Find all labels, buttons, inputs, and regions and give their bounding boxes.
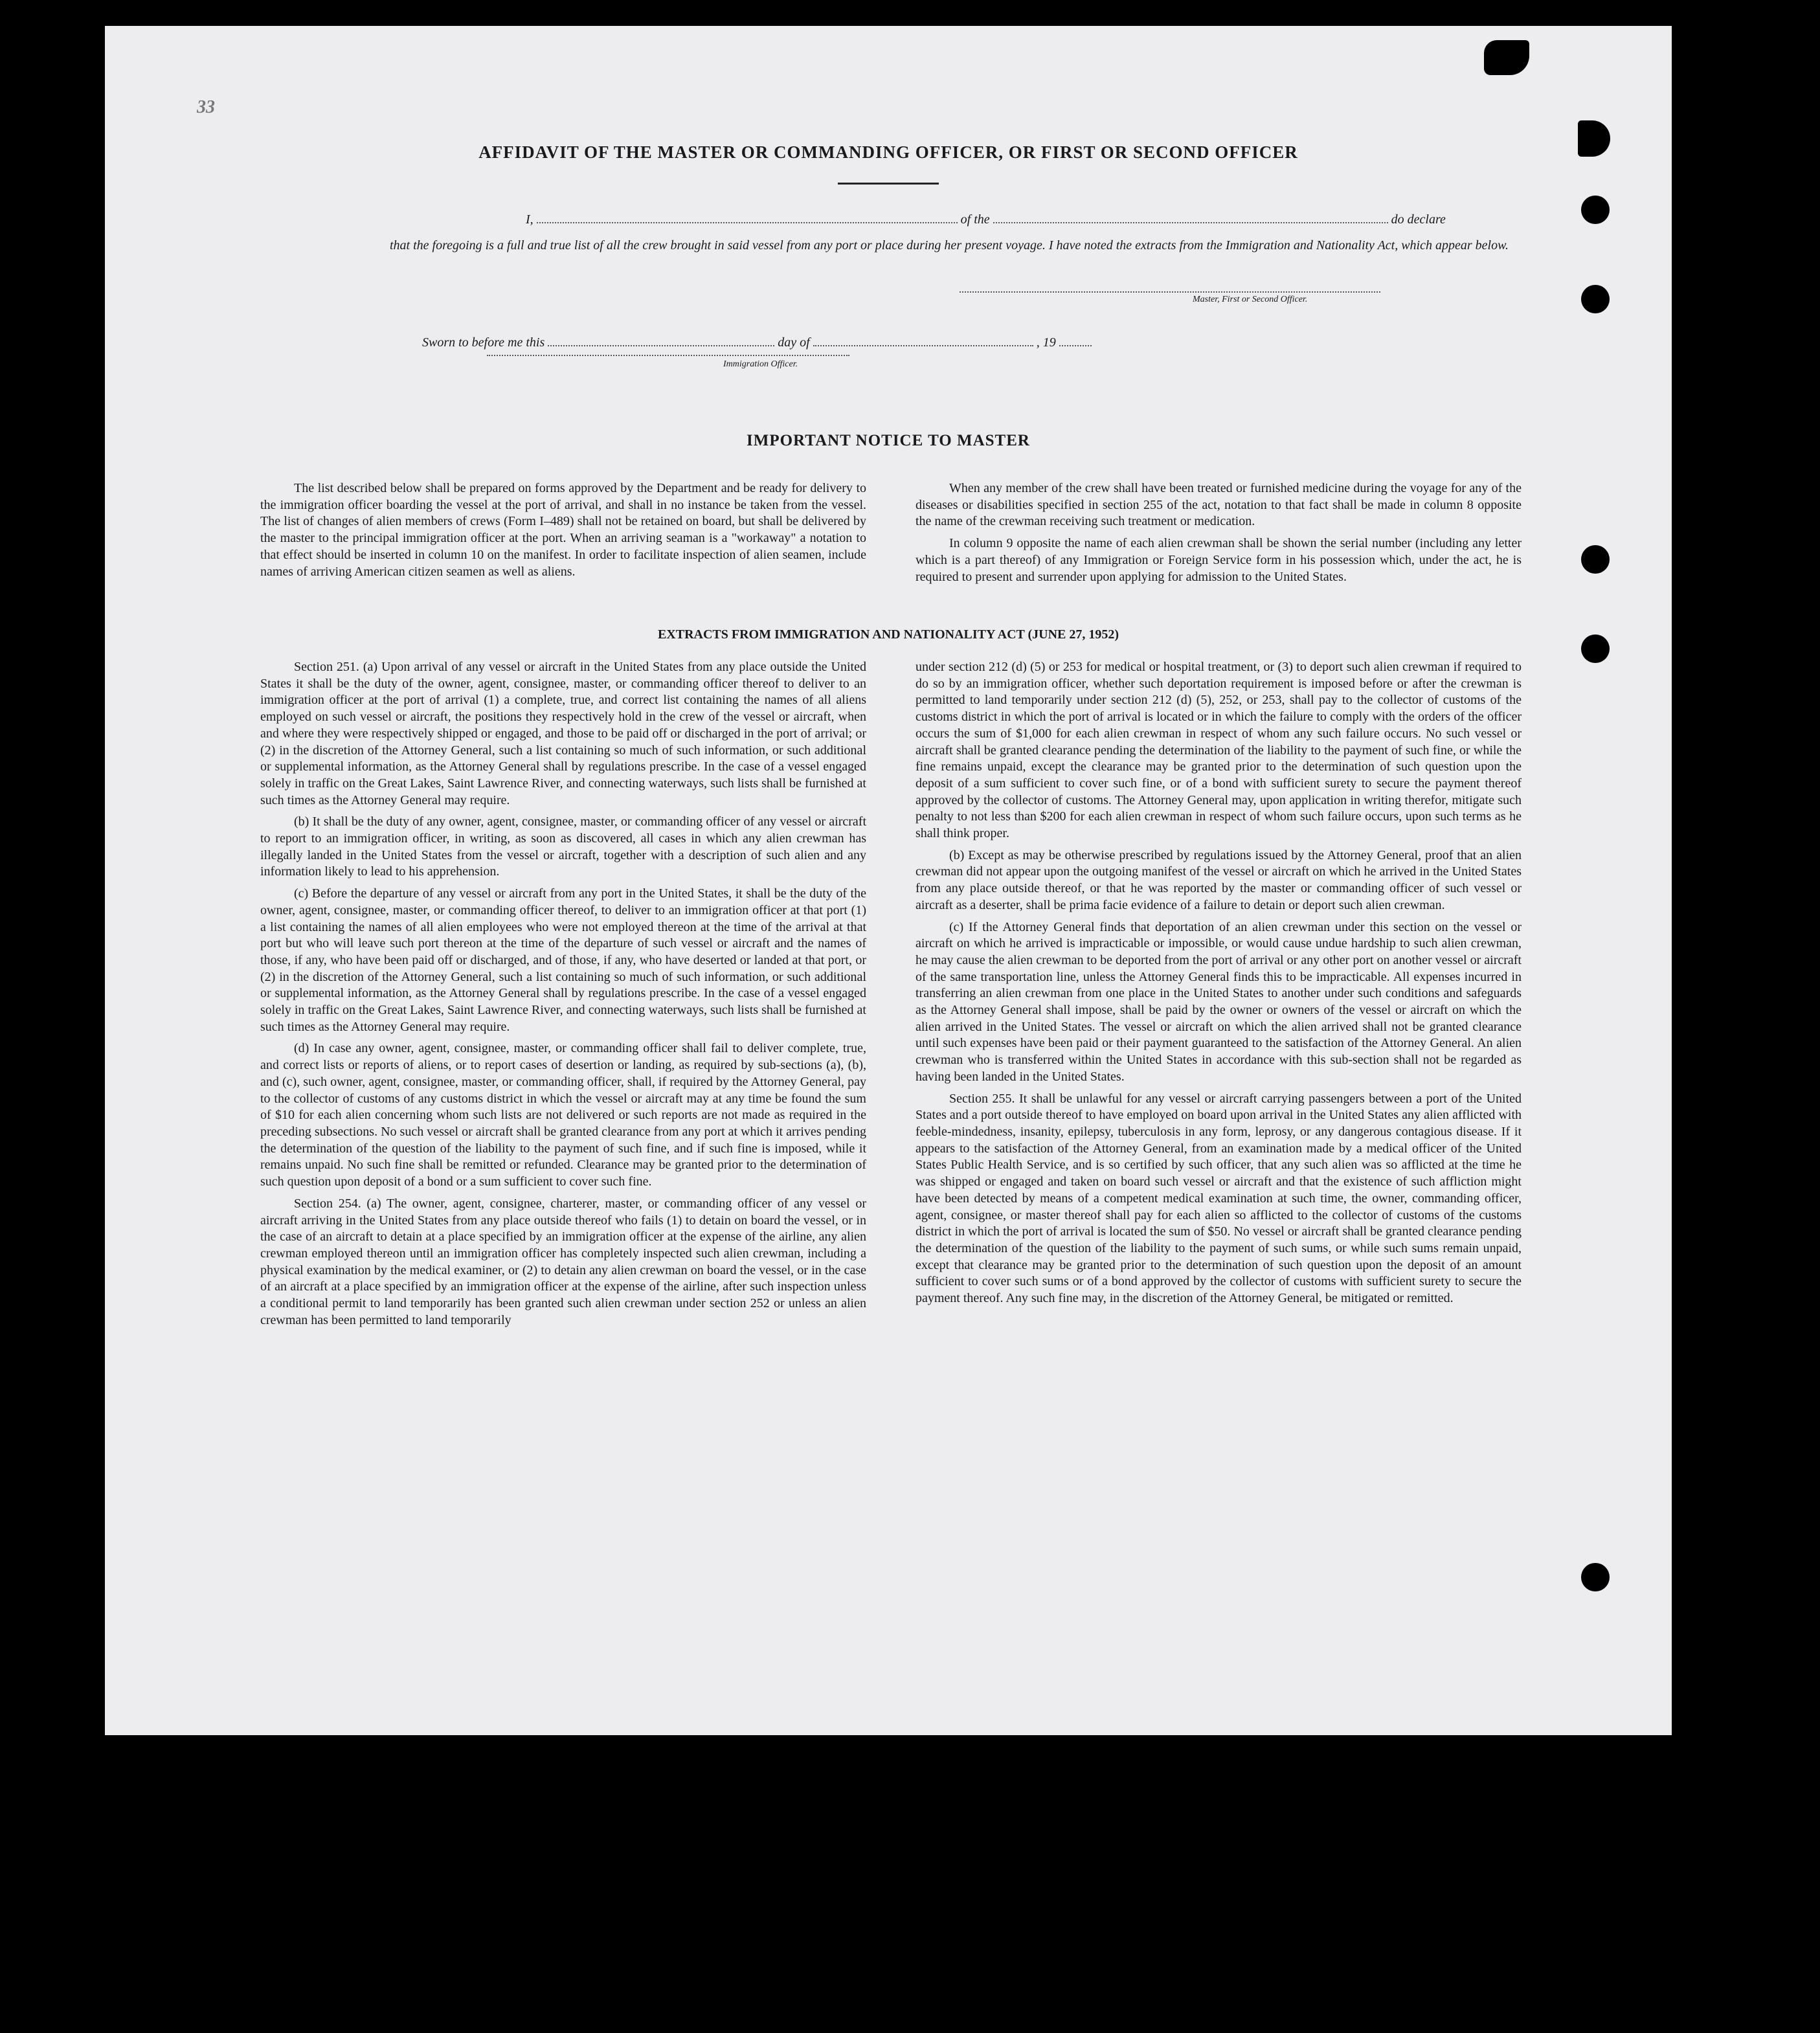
- section-254-a-continued: under section 212 (d) (5) or 253 for medical or hospital treatment, or (3) to deport such alien crewman if required to do so by an immigration officer, whether such deportation requirement is imposed before or after the crewman is permitted to land temporarily under section 212 (d) (5), 252, or 253, shall pay to the collector of customs of the customs district in which the port of arrival is located or in which the failure to comply with the orders of the officer occurs the sum of $1,000 for each alien crewman in respect of whom any such failure occurs. No such vessel or aircraft shall be granted clearance pending the determination of the liability to the payment of such fine, or while the fine remains unpaid, except the clearance may be granted prior to the determination of such question upon the deposit of a sum sufficient to cover such fine, or of a bond with sufficient surety to secure the payment thereof approved by the collector of customs. The Attorney General may, upon application in writing therefor, mitigate such penalty to not less than $200 for each alien crewman in respect of whom such failure occurs, upon such terms as he shall think proper.: [916, 660, 1522, 841]
- notice-heading: IMPORTANT NOTICE TO MASTER: [747, 432, 1030, 449]
- section-251-d: (d) In case any owner, agent, consignee, master, or commanding officer shall fail to deliver complete, true, and correct lists or reports of aliens, or to report cases of desertion or landing, as required by sub-sections (a), (b), and (c), such owner, agent, consignee, master, or commanding officer, shall, if required by the Attorney General, pay to the collector of customs of any customs district in which the vessel or aircraft may at any time be found the sum of $10 for each alien concerning whom such lists are not delivered or such reports are not made as required in the preceding subsections. No such vessel or aircraft shall be granted clearance from any port at which it arrives pending the determination of the question of the liability to the payment of such fine, and if such fine is imposed, while it remains unpaid. No such fine shall be remitted or refunded. Clearance may be granted prior to the determination of such question upon deposit of a bond or a sum sufficient to cover such fine.: [260, 1041, 866, 1189]
- master-signature-line: [960, 290, 1380, 293]
- master-signature-caption: Master, First or Second Officer.: [1193, 295, 1308, 304]
- section-251-c: (c) Before the departure of any vessel or aircraft from any port in the United States, it shall be the duty of the owner, agent, consignee, master, or commanding officer thereof, to deliver to an immigration officer at that port (1) a list containing the names of all alien employees who were not employed thereon at the time of the arrival at that port but who will leave such port thereon at the time of the departure of such vessel or aircraft and the names of those, if any, who have been paid off or discharged, and of those, if any, who have deserted or landed at that port, or (2) in the discretion of the Attorney General, such a list containing so much of such information, or such additional or supplemental information, as the Attorney General shall by regulations prescribe. In the case of a vessel engaged solely in traffic on the Great Lakes, Saint Lawrence River, and connecting waterways, such lists shall be furnished at such times as the Attorney General may require.: [260, 886, 866, 1034]
- name-blank: [537, 213, 958, 223]
- extracts-left-column: [260, 659, 866, 1334]
- section-251-b: (b) It shall be the duty of any owner, agent, consignee, master, or commanding officer of any vessel or aircraft to report to an immigration officer, in writing, as soon as discovered, all cases in which any alien crewman has illegally landed in the United States from the vessel or aircraft, together with a description of such alien and any information likely to lead to his apprehension.: [260, 814, 866, 879]
- notice-left-column: [260, 480, 866, 585]
- page-number: 33: [197, 97, 215, 117]
- notice-left-paragraph: The list described below shall be prepared on forms approved by the Department and be ready for delivery to the immigration officer boarding the vessel at the port of arrival, and shall in no instance be taken from the vessel. The list of changes of alien members of crews (Form I–489) shall not be retained on board, but shall be delivered by the master to the principal immigration officer at the port. When an arriving seaman is a "workaway" a notation to that effect should be inserted in column 10 on the manifest. In order to facilitate inspection of alien seamen, include names of arriving American citizen seamen as well as aliens.: [260, 481, 866, 579]
- torn-corner-mark: [1484, 40, 1529, 75]
- notice-right-column: [916, 480, 1522, 590]
- punch-hole: [1581, 196, 1610, 224]
- punch-hole: [1581, 1563, 1610, 1591]
- sworn-prefix: Sworn to before me this: [422, 335, 545, 350]
- affidavit-declaration: that the foregoing is a full and true list of all the crew brought in said vessel from any port or place during her present voyage. I have noted the extracts from the Immigration and Nationality Act, which appear below.: [390, 238, 1509, 253]
- line-i-label: I,: [526, 212, 534, 227]
- affidavit-title: AFFIDAVIT OF THE MASTER OR COMMANDING OFFICER, OR FIRST OR SECOND OFFICER: [478, 142, 1298, 162]
- sworn-line: [422, 335, 1092, 350]
- notice-right-paragraph-1: When any member of the crew shall have been treated or furnished medicine during the voyage for any of the diseases or disabilities specified in section 255 of the act, notation to that fact shall be made in column 8 opposite the name of the crewman receiving such treatment or medication.: [916, 481, 1522, 529]
- vessel-blank: [993, 213, 1388, 223]
- section-255: Section 255. It shall be unlawful for any vessel or aircraft carrying passengers between a port of the United States and a port outside thereof to have employed on board upon arrival in the United States any alien afflicted with feeble-mindedness, insanity, epilepsy, tuberculosis in any form, leprosy, or any dangerous contagious disease. If it appears to the satisfaction of the Attorney General, from an examination made by a medical officer of the United States Public Health Service, and is so certified by such officer, that any such alien was so afflicted at the time he was shipped or engaged and taken on board such vessel or aircraft and that the existence of such affliction might have been detected by means of a competent medical examination at such time, the owner, commanding officer, agent, consignee, or master thereof shall pay for each alien so afflicted to the collector of customs of the customs district in which the port of arrival is located the sum of $50. No vessel or aircraft shall be granted clearance pending the determination of the question of the liability to the payment of such sums, or while such sums remain unpaid, except that clearance may be granted prior to the determination of such question upon the deposit of an amount sufficient to cover such sums or of a bond approved by the collector of customs with sufficient surety to secure the payment thereof. Any such fine may, in the discretion of the Attorney General, be mitigated or remitted.: [916, 1091, 1522, 1306]
- notice-right-paragraph-2: In column 9 opposite the name of each alien crewman shall be shown the serial number (including any letter which is a part thereof) of any Immigration or Foreign Service form in his possession which, under the act, he is required to present and surrender upon applying for admission to the United States.: [916, 536, 1522, 584]
- of-the-label: of the: [960, 212, 990, 227]
- section-254-c: (c) If the Attorney General finds that deportation of an alien crewman under this section on the vessel or aircraft on which he arrived is impracticable or impossible, or would cause undue hardship to such alien crewman, he may cause the alien crewman to be deported from the port of arrival or any other port on another vessel or aircraft of the same transportation line, unless the Attorney General finds this to be impracticable. All expenses incurred in transferring an alien crewman from one place in the United States to another under such conditions and safeguards as the Attorney General shall impose, shall be paid by the owner or owners of the vessel or aircraft on which the alien arrived in the United States. The vessel or aircraft on which the alien arrived shall not be granted clearance until such expenses have been paid or their payment guaranteed to the satisfaction of the Attorney General. An alien crewman who is transferred within the United States in accordance with this sub-section shall not be regarded as having been landed in the United States.: [916, 919, 1522, 1084]
- punch-hole: [1581, 545, 1610, 574]
- document-page: [105, 26, 1672, 1735]
- officer-signature-line: [487, 354, 849, 356]
- sworn-month-blank: [813, 336, 1033, 346]
- section-251-a: Section 251. (a) Upon arrival of any vessel or aircraft in the United States from any place outside the United States it shall be the duty of the owner, agent, consignee, master, or commanding officer thereof to deliver to an immigration officer at the port of arrival (1) a complete, true, and correct list containing the names of all aliens employed on such vessel or aircraft, the positions they respectively hold in the crew of the vessel or aircraft, when and where they were respectively shipped or engaged, and those to be paid off or discharged in the port of arrival; or (2) in the discretion of the Attorney General, such a list containing so much of such information, or such additional or supplemental information, as the Attorney General shall by regulations prescribe. In the case of a vessel engaged solely in traffic on the Great Lakes, Saint Lawrence River, and connecting waterways, such lists shall be furnished at such times as the Attorney General may require.: [260, 660, 866, 807]
- sworn-year: , 19: [1036, 335, 1056, 350]
- title-underline: [838, 183, 939, 185]
- sworn-year-blank: [1059, 336, 1092, 346]
- sworn-day-of: day of: [778, 335, 810, 350]
- punch-hole: [1581, 635, 1610, 663]
- extracts-heading: EXTRACTS FROM IMMIGRATION AND NATIONALITY ACT (JUNE 27, 1952): [657, 627, 1119, 642]
- officer-signature-caption: Immigration Officer.: [723, 359, 798, 369]
- extracts-right-column: [916, 659, 1522, 1312]
- sworn-day-blank: [548, 336, 774, 346]
- section-254-b: (b) Except as may be otherwise prescribed by regulations issued by the Attorney General, proof that an alien crewman did not appear upon the outgoing manifest of the vessel or aircraft on which he arrived in the United States from any place outside thereof, or that he was reported by the master or commanding officer of such vessel or aircraft as a deserter, shall be prima facie evidence of a failure to detain or deport such alien crewman.: [916, 848, 1522, 912]
- affidavit-declaration-line: [416, 212, 1523, 227]
- punch-hole: [1581, 285, 1610, 313]
- section-254-a: Section 254. (a) The owner, agent, consignee, charterer, master, or commanding officer of any vessel or aircraft arriving in the United States from any place outside thereof who fails (1) to detain on board the vessel, or in the case of an aircraft to detain at a place specified by an immigration officer at the expense of the airline, any alien crewman employed thereon until an immigration officer has completely inspected such alien crewman, including a physical examination by the medical examiner, or (2) to detain any alien crewman on board the vessel, or in the case of an aircraft at a place specified by an immigration officer at the expense of the airline, after such inspection unless a conditional permit to land temporarily has been granted such alien crewman under section 252 or unless an alien crewman has been permitted to land temporarily: [260, 1196, 866, 1327]
- do-declare-label: do declare: [1391, 212, 1446, 227]
